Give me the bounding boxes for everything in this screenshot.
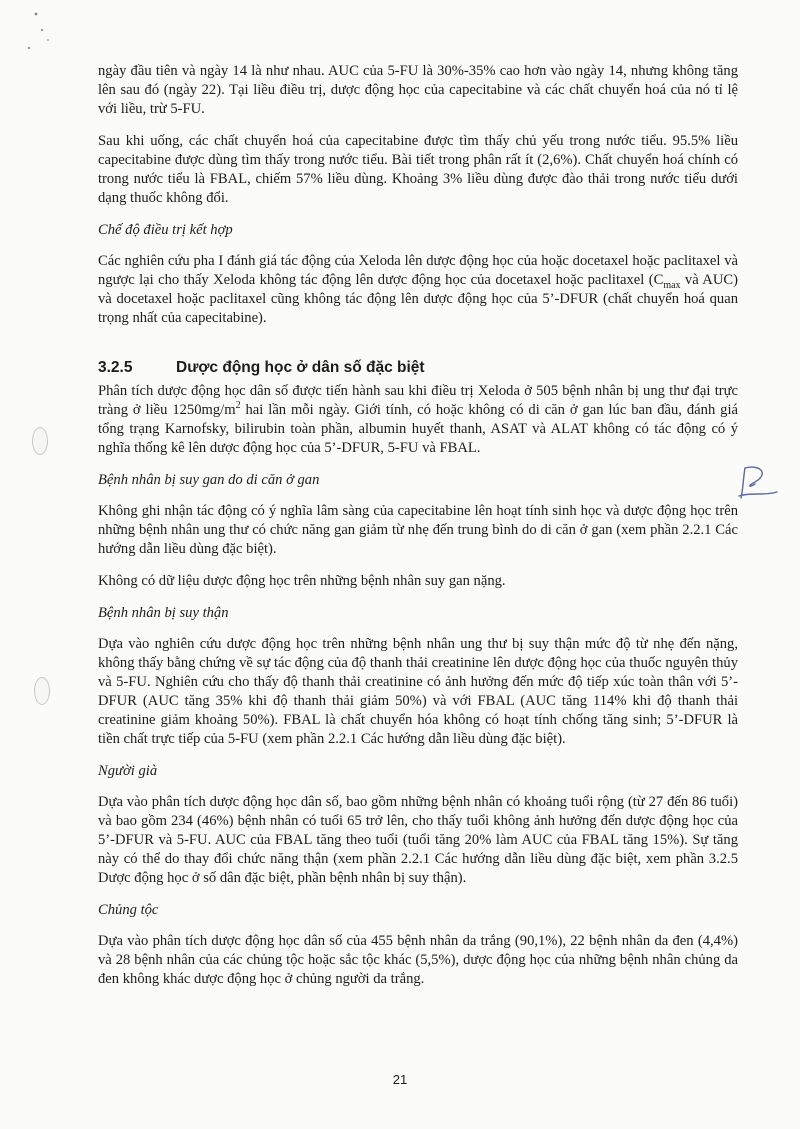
subheading: Chủng tộc — [98, 902, 159, 918]
section-heading — [98, 358, 738, 378]
paragraph: Dựa vào phân tích dược động học dân số, bao gồm những bệnh nhân có khoảng tuổi rộng (từ 27 đến 86 tuổi) và bao gồm 234 (46%) bệnh nhân có tuổi 65 trở lên, cho thấy tuổi không ảnh hưởng đến dược động học của 5’-DFUR và 5-FU. AUC của FBAL tăng theo tuổi (tuổi tăng 20% làm AUC của FBAL tăng 15%). Sự tăng này có thể do thay đổi chức năng thận (xem phần 2.2.1 Các hướng dẫn liều dùng đặc biệt, xem phần 3.2.5 Dược động học ở số dân đặc biệt, phần bệnh nhân bị suy thận). — [98, 794, 738, 886]
paragraph: Không có dữ liệu dược động học trên những bệnh nhân suy gan nặng. — [98, 573, 506, 589]
subheading: Bệnh nhân bị suy gan do di căn ở gan — [98, 472, 320, 488]
paragraph: Không ghi nhận tác động có ý nghĩa lâm sàng của capecitabine lên hoạt tính sinh học và dược động học trên những bệnh nhân ung thư có chức năng gan giảm từ nhẹ đến trung bình do di căn ở gan (xem phần 2.2.1 Các hướng dẫn liều dùng đặc biệt). — [98, 503, 738, 557]
section-number: 3.2.5 — [98, 359, 133, 376]
subheading: Chế độ điều trị kết hợp — [98, 222, 233, 238]
paragraph: Các nghiên cứu pha I đánh giá tác động của Xeloda lên dược động học của hoặc docetaxel hoặc paclitaxel và ngược lại cho thấy Xeloda không tác động lên dược động học của docetaxel hoặc paclitaxel ($C_{max}$ và AUC) và docetaxel hoặc paclitaxel cũng không tác động lên dược động học của 5’-DFUR (chất chuyển hoá quan trọng nhất của capecitabine). — [98, 253, 738, 326]
scan-specks — [22, 8, 62, 58]
section-title: Dược động học ở dân số đặc biệt — [176, 359, 425, 376]
subheading: Bệnh nhân bị suy thận — [98, 605, 229, 621]
paragraph: Dựa vào nghiên cứu dược động học trên những bệnh nhân ung thư bị suy thận mức độ từ nhẹ đến nặng, không thấy bằng chứng về sự tác động của độ thanh thải creatinine lên dược động học của thuốc nguyên thủy và 5-FU. Nghiên cứu cho thấy độ thanh thải creatinine có ảnh hưởng đến mức độ tiếp xúc toàn thân với 5’-DFUR (AUC tăng 35% khi độ thanh thải giảm 50%) và với FBAL (AUC tăng 114% khi độ thanh thải creatinine giảm khoảng 50%). FBAL là chất chuyển hóa không có hoạt tính chống tăng sinh; 5’-DFUR là tiền chất trực tiếp của 5-FU (xem phần 2.2.1 Các hướng dẫn liều dùng đặc biệt). — [98, 636, 738, 747]
punch-hole-mark — [32, 427, 48, 455]
punch-hole-mark — [34, 677, 50, 705]
subheading: Người già — [98, 763, 158, 779]
paragraph: Sau khi uống, các chất chuyển hoá của capecitabine được tìm thấy chủ yếu trong nước tiểu. 95.5% liều capecitabine được dùng tìm thấy trong nước tiểu. Bài tiết trong phân rất ít (2,6%). Chất chuyển hoá chính có trong nước tiểu là FBAL, chiếm 57% liều dùng. Khoảng 3% liều dùng được đào thải trong nước tiểu dưới dạng thuốc không đổi. — [98, 133, 738, 206]
paragraph: Dựa vào phân tích dược động học dân số của 455 bệnh nhân da trắng (90,1%), 22 bệnh nhân da đen (4,4%) và 28 bệnh nhân của các chủng tộc hoặc sắc tộc khác (5,5%), dược động học của những bệnh nhân chủng da đen không khác dược động học ở chủng người da trắng. — [98, 933, 738, 987]
handwritten-mark-icon — [735, 462, 783, 504]
paragraph: Phân tích dược động học dân số được tiến hành sau khi điều trị Xeloda ở 505 bệnh nhân bị ung thư đại trực tràng ở liều $1250mg/m^2$ hai lần mỗi ngày. Giới tính, có hoặc không có di căn ở gan lúc ban đầu, đánh giá tổng trạng Karnofsky, bilirubin toàn phần, albumin huyết thanh, ASAT và ALAT không có tác động có ý nghĩa thống kê lên dược động học của 5’-DFUR, 5-FU và FBAL. — [98, 383, 738, 456]
page-number: 21 — [392, 1072, 408, 1087]
paragraph: ngày đầu tiên và ngày 14 là như nhau. AUC của 5-FU là 30%-35% cao hơn vào ngày 14, nhưng không tăng lên sau đó (ngày 22). Tại liều điều trị, dược động học của capecitabine và các chất chuyển hoá của nó tỉ lệ với liều, trừ 5-FU. — [98, 63, 738, 117]
document-body — [98, 62, 738, 1002]
